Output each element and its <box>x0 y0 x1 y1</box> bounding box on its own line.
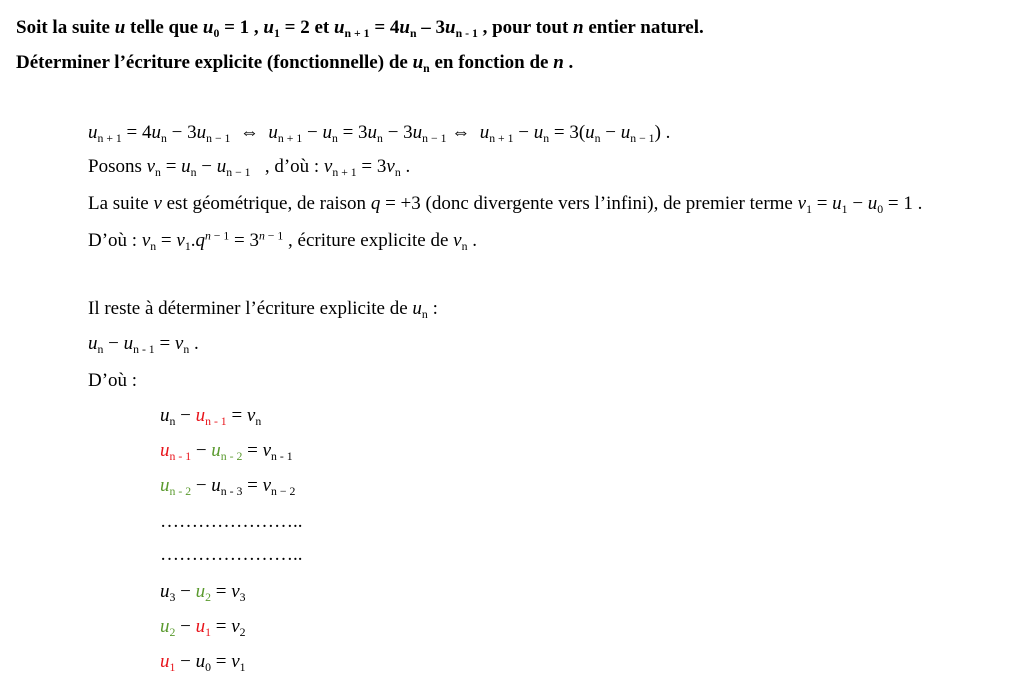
telescope-row-4: $u_3 - u_2 = v_3$ <box>160 581 246 605</box>
difference-line: $u_n - u_n$ $_{- 1} = v_n$ . <box>88 333 199 357</box>
geometric-line: La suite v est géométrique, de raison q = +3 (donc divergente vers l’infini), de premier terme $v_1 = u_1 - u_0 = 1$ . <box>88 193 923 217</box>
telescope-row-1: $u_n - u_n$ $_{- 1} = v_n$ <box>160 405 262 429</box>
telescope-dots-2: ………………….. <box>160 544 303 565</box>
telescope-row-2: $u_n$ $_{- 1} - u_n$ $_{- 2} = v_n$ $_{- 1}$ <box>160 440 293 464</box>
posons-line: Posons $v_n = u_n - u_n$ $_{- 1}$ , d’où : $v_n$ $_{+ 1} = 3v_n$ . <box>88 156 411 180</box>
recurrence-equivalence: $u_n$ $_{+ 1} = 4u_n - 3u_n$ $_{- 1}$ ⇔ $u_n$ $_{+ 1} - u_n = 3u_n - 3u_n$ $_{- 1}$ ⇔ $u_n$ $_{+ 1} - u_n = 3(u_n - u_n$ $_{- 1}$) . <box>88 122 671 146</box>
explicit-vn-line: D’où : $v_n = v_1.q^{n - 1} = 3^{n - 1}$ , écriture explicite de $v_n$ . <box>88 229 477 254</box>
statement-line-2: Déterminer l’écriture explicite (fonctionnelle) de $u_n$ en fonction de n . <box>16 52 574 76</box>
telescope-dots-1: ………………….. <box>160 511 303 532</box>
telescope-row-5: $u_2 - u_1 = v_2$ <box>160 616 246 640</box>
statement-line-1: Soit la suite u telle que $u_0 = 1$ , $u_1 = 2$ et $u_n$ $_{+ 1} = 4u_n - 3u_n$ $_{- 1}$ , pour tout n entier naturel. <box>16 17 704 41</box>
telescope-row-3: $u_n$ $_{- 2} - u_n$ $_{- 3} = v_n$ $_{- 2}$ <box>160 475 296 499</box>
telescope-row-6: $u_1 - u_0 = v_1$ <box>160 651 246 675</box>
reste-line: Il reste à déterminer l’écriture explicite de $u_n$ : <box>88 298 438 322</box>
dou-label-line: D’où : <box>88 370 138 391</box>
